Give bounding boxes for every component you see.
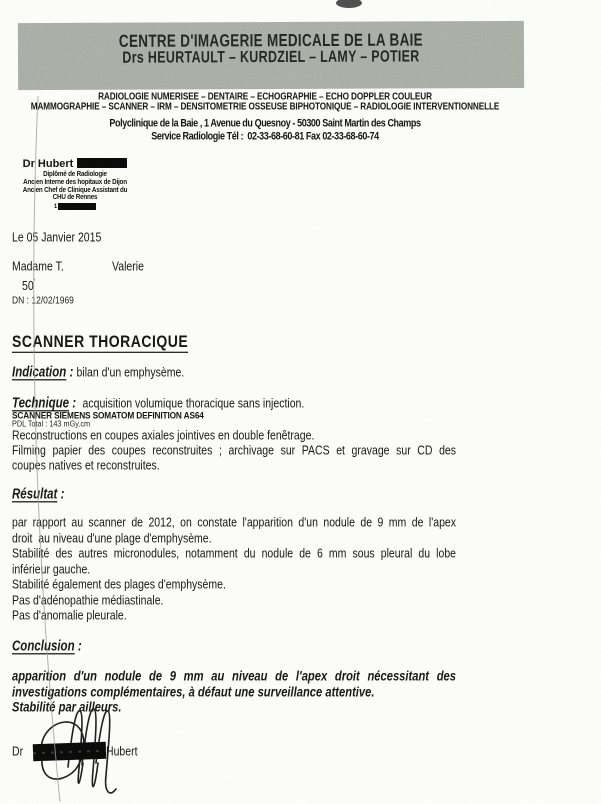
- technique-detail-line: coupes natives et reconstruites.: [12, 458, 160, 474]
- clinic-services: [0, 92, 530, 112]
- radiologist-name-line: [15, 157, 135, 171]
- credential-line: Ancien Interne des hopitaux de Dijon: [23, 178, 127, 187]
- technique-label: Technique: [12, 396, 70, 412]
- conclusion-sep: :: [74, 639, 82, 655]
- resultat-label: Résultat: [12, 487, 58, 503]
- patient-name: Madame T.: [12, 259, 64, 275]
- technique-detail-line: Reconstructions en coupes axiales jointives en double fenêtrage.: [12, 428, 315, 444]
- resultat-sep: :: [57, 487, 65, 503]
- patient-dob: DN : 12/02/1969: [12, 294, 74, 306]
- technique-sep: :: [69, 396, 83, 412]
- credential-line: CHU de Rennes: [52, 193, 98, 203]
- services-line-1: RADIOLOGIE NUMERISEE – DENTAIRE – ECHOGRAPHIE – ECHO DOPPLER COULEUR: [98, 91, 432, 102]
- clinic-doctors: Drs HEURTAULT – KURDZIEL – LAMY – POTIER: [122, 47, 420, 67]
- resultat-line: Pas d'adénopathie médiastinale.: [12, 592, 164, 608]
- clinic-address: [0, 117, 530, 143]
- scan-tick-mark: ': [33, 278, 36, 287]
- conclusion-label: Conclusion: [12, 639, 75, 655]
- masked-digit: 1: [53, 204, 58, 211]
- indication-text: bilan d'un emphysème.: [76, 365, 185, 381]
- indication-line: [12, 364, 457, 384]
- resultat-line: Stabilité des autres micronodules, notamment du nodule de 6 mm sous pleural du lobe: [12, 546, 456, 562]
- conclusion-line: apparition d'un nodule de 9 mm au niveau de l'apex droit nécessitant des: [12, 669, 456, 685]
- address-line: Polyclinique de la Baie , 1 Avenue du Quesnoy - 50300 Saint Martin des Champs: [109, 116, 421, 130]
- redacted-signature-bar: [33, 742, 107, 762]
- resultat-paragraphs: [12, 516, 456, 625]
- patient-block: [12, 260, 312, 306]
- patient-firstname: Valerie: [112, 259, 144, 275]
- radiologist-name: Dr Hubert: [22, 158, 74, 170]
- resultat-line: par rapport au scanner de 2012, on constate l'apparition d'un nodule de 9 mm de l'apex: [12, 515, 456, 531]
- report-title: SCANNER THORACIQUE: [12, 331, 188, 353]
- conclusion-heading: [12, 638, 82, 658]
- resultat-line: droit au niveau d'une plage d'emphysème.: [12, 530, 212, 546]
- resultat-line: Stabilité également des plages d'emphysème.: [12, 577, 226, 593]
- letter-date: Le 05 Janvier 2015: [12, 230, 102, 246]
- scanner-model: SCANNER SIEMENS SOMATOM DEFINITION AS64: [12, 409, 204, 421]
- resultat-heading: [12, 486, 64, 506]
- credential-line: Ancien Chef de Clinique Assistant du: [22, 185, 128, 195]
- radiologist-block: [15, 157, 135, 212]
- resultat-line: inférieur gauche.: [12, 561, 91, 577]
- resultat-line: Pas d'anomalie pleurale.: [12, 608, 127, 624]
- technique-detail-line: Filming papier des coupes reconstruites ; archivage sur PACS et gravage sur CD des: [12, 443, 456, 459]
- signature-name: Hubert: [106, 744, 138, 760]
- clinic-name: CENTRE D'IMAGERIE MEDICALE DE LA BAIE: [118, 29, 424, 51]
- technique-text: acquisition volumique thoracique sans injection.: [82, 396, 305, 412]
- credential-line: Diplômé de Radiologie: [43, 170, 107, 179]
- conclusion-line: Stabilité par ailleurs.: [12, 700, 122, 716]
- indication-sep: :: [66, 365, 77, 381]
- patient-address-number: 50: [22, 278, 34, 294]
- indication-label: Indication: [12, 365, 67, 381]
- services-line-2: MAMMOGRAPHIE – SCANNER – IRM – DENSITOMETRIE OSSEUSE BIPHOTONIQUE – RADIOLOGIE INTERVENTIONNELLE: [30, 101, 500, 112]
- pdl-dose: PDL Total : 143 mGy.cm: [12, 418, 91, 429]
- phone-line: Service Radiologie Tél : 02-33-68-60-81 Fax 02-33-68-60-74: [151, 129, 379, 143]
- redacted-id-bar: [58, 203, 96, 210]
- redacted-id-line: [15, 203, 135, 212]
- top-smudge-mark: [336, 0, 362, 8]
- clinic-header-band: [18, 21, 524, 90]
- conclusion-line: investigations complémentaires, à défaut une surveillance attentive.: [12, 684, 375, 700]
- redacted-name-bar: [77, 158, 127, 168]
- report-title-block: [12, 333, 188, 351]
- signature-prefix: Dr: [12, 744, 24, 760]
